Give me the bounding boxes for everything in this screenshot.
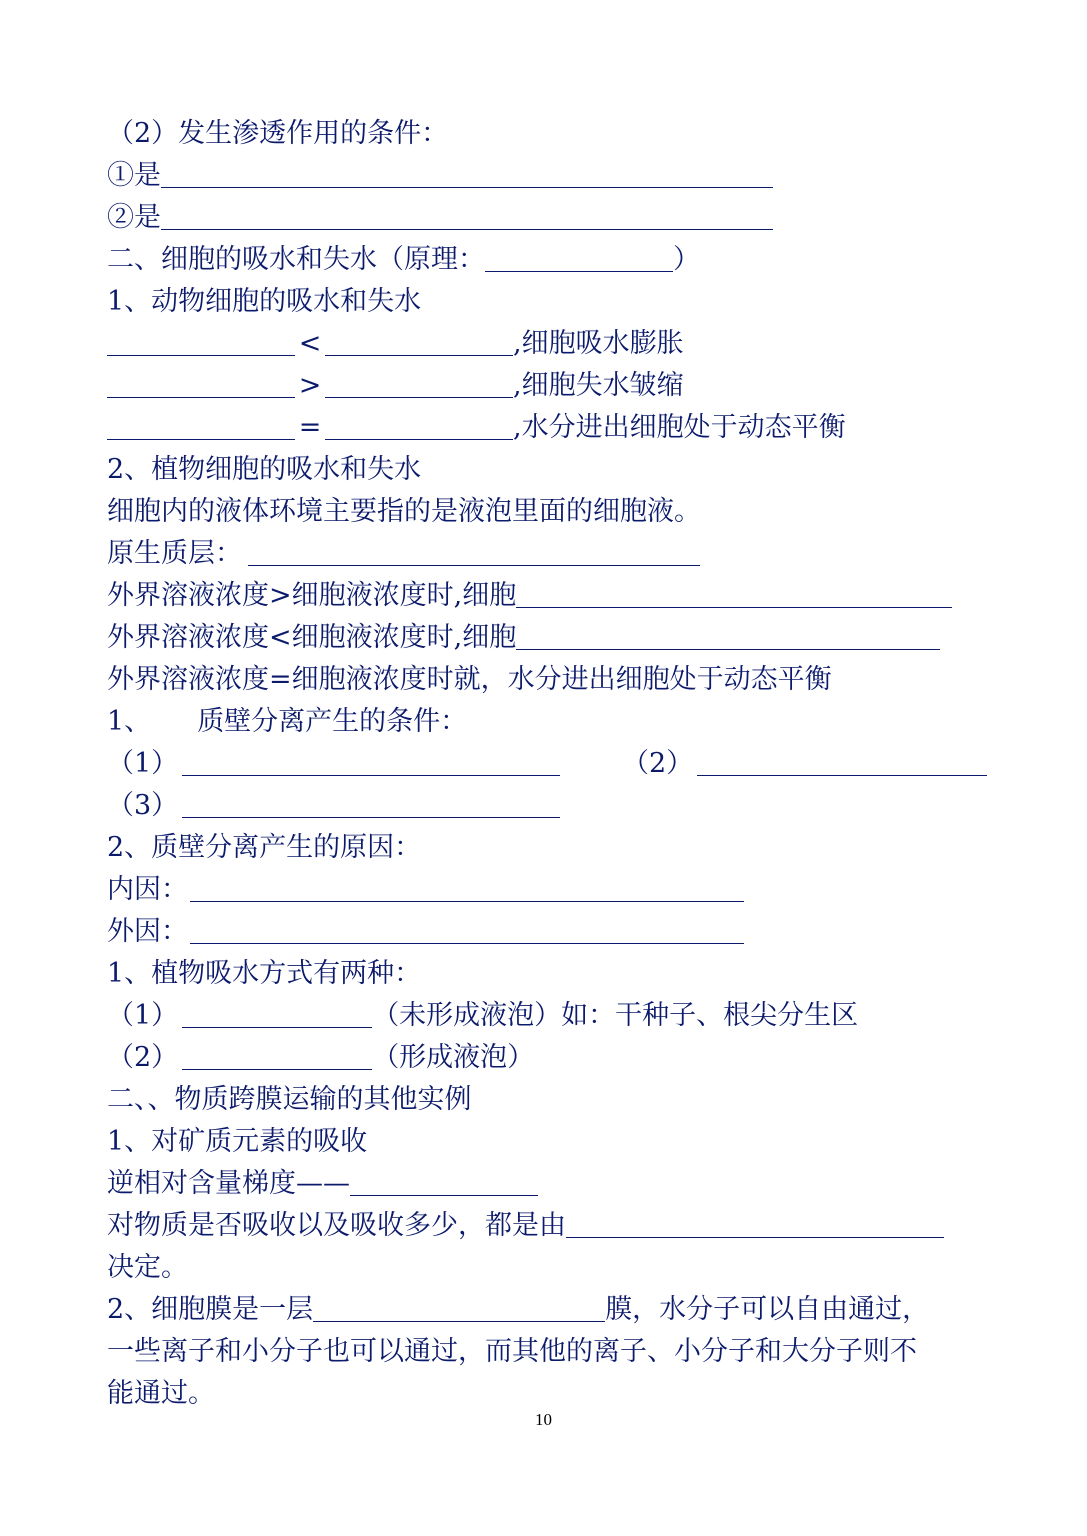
absorption-method-1-blank[interactable] xyxy=(182,1003,372,1028)
concentration-lower-blank[interactable] xyxy=(516,625,940,650)
condition-2-row: ②是 xyxy=(107,198,773,238)
animal-swell-left-blank[interactable] xyxy=(107,331,295,356)
concentration-higher-row: 外界溶液浓度>细胞液浓度时,细胞 xyxy=(107,576,952,616)
section-heading-transport: 二、、物质跨膜运输的其他实例 xyxy=(107,1084,472,1115)
principle-blank[interactable] xyxy=(485,247,673,272)
condition-2-blank[interactable] xyxy=(161,205,773,230)
external-cause-blank[interactable] xyxy=(190,919,744,944)
internal-cause-blank[interactable] xyxy=(190,877,744,902)
membrane-type-blank[interactable] xyxy=(313,1297,605,1322)
plasmolysis-condition-2-blank[interactable] xyxy=(697,751,987,776)
water-absorption-heading: 1、植物吸水方式有两种： xyxy=(107,958,422,989)
section-heading-water-uptake: 二、细胞的吸水和失水（原理： ） xyxy=(107,244,700,275)
absorption-method-1-row: （1） （未形成液泡）如：干种子、根尖分生区 xyxy=(107,1000,859,1031)
membrane-row: 2、细胞膜是一层 膜，水分子可以自由通过， xyxy=(107,1294,930,1325)
animal-row-balance: = ,水分进出细胞处于动态平衡 xyxy=(107,408,846,448)
plasmolysis-conditions-heading: 1、 质壁分离产生的条件： xyxy=(107,706,468,737)
animal-shrink-right-blank[interactable] xyxy=(325,373,513,398)
mineral-uptake-heading: 1、对矿质元素的吸收 xyxy=(107,1126,368,1157)
determinant-continuation: 决定。 xyxy=(107,1252,188,1283)
page-number: 10 xyxy=(535,1410,552,1429)
osmosis-conditions-heading: （2）发生渗透作用的条件： xyxy=(107,118,449,149)
determinant-blank[interactable] xyxy=(566,1213,944,1238)
membrane-text-line-2: 一些离子和小分子也可以通过，而其他的离子、小分子和大分子则不 xyxy=(107,1336,917,1367)
gradient-row: 逆相对含量梯度—— xyxy=(107,1164,538,1204)
concentration-equal-row: 外界溶液浓度=细胞液浓度时就，水分进出细胞处于动态平衡 xyxy=(107,664,832,695)
plasmolysis-condition-2-row: （2） xyxy=(622,744,987,784)
protoplast-layer-row: 原生质层： xyxy=(107,534,700,574)
animal-balance-left-blank[interactable] xyxy=(107,415,295,440)
animal-cell-heading: 1、动物细胞的吸水和失水 xyxy=(107,286,422,317)
plant-cell-heading: 2、植物细胞的吸水和失水 xyxy=(107,454,422,485)
external-cause-row: 外因： xyxy=(107,912,744,952)
plasmolysis-condition-3-blank[interactable] xyxy=(182,793,560,818)
absorption-method-2-blank[interactable] xyxy=(182,1045,372,1070)
animal-row-shrink: > ,细胞失水皱缩 xyxy=(107,366,684,406)
plasmolysis-causes-heading: 2、质壁分离产生的原因： xyxy=(107,832,422,863)
condition-1-blank[interactable] xyxy=(161,163,773,188)
cell-sap-note: 细胞内的液体环境主要指的是液泡里面的细胞液。 xyxy=(107,496,701,527)
concentration-lower-row: 外界溶液浓度<细胞液浓度时,细胞 xyxy=(107,618,940,658)
plasmolysis-condition-1-row: （1） xyxy=(107,744,567,784)
animal-shrink-left-blank[interactable] xyxy=(107,373,295,398)
animal-row-swell: < ,细胞吸水膨胀 xyxy=(107,324,684,364)
membrane-text-line-3: 能通过。 xyxy=(107,1378,215,1409)
animal-balance-right-blank[interactable] xyxy=(325,415,513,440)
absorption-method-2-row: （2） （形成液泡） xyxy=(107,1042,535,1073)
plasmolysis-condition-1-blank[interactable] xyxy=(182,751,560,776)
determinant-row: 对物质是否吸收以及吸收多少，都是由 xyxy=(107,1206,944,1246)
gradient-blank[interactable] xyxy=(350,1171,538,1196)
concentration-higher-blank[interactable] xyxy=(516,583,952,608)
animal-swell-right-blank[interactable] xyxy=(325,331,513,356)
protoplast-layer-blank[interactable] xyxy=(248,541,700,566)
plasmolysis-condition-3-row: （3） xyxy=(107,786,560,826)
condition-1-row: ①是 xyxy=(107,156,773,196)
internal-cause-row: 内因： xyxy=(107,870,744,910)
